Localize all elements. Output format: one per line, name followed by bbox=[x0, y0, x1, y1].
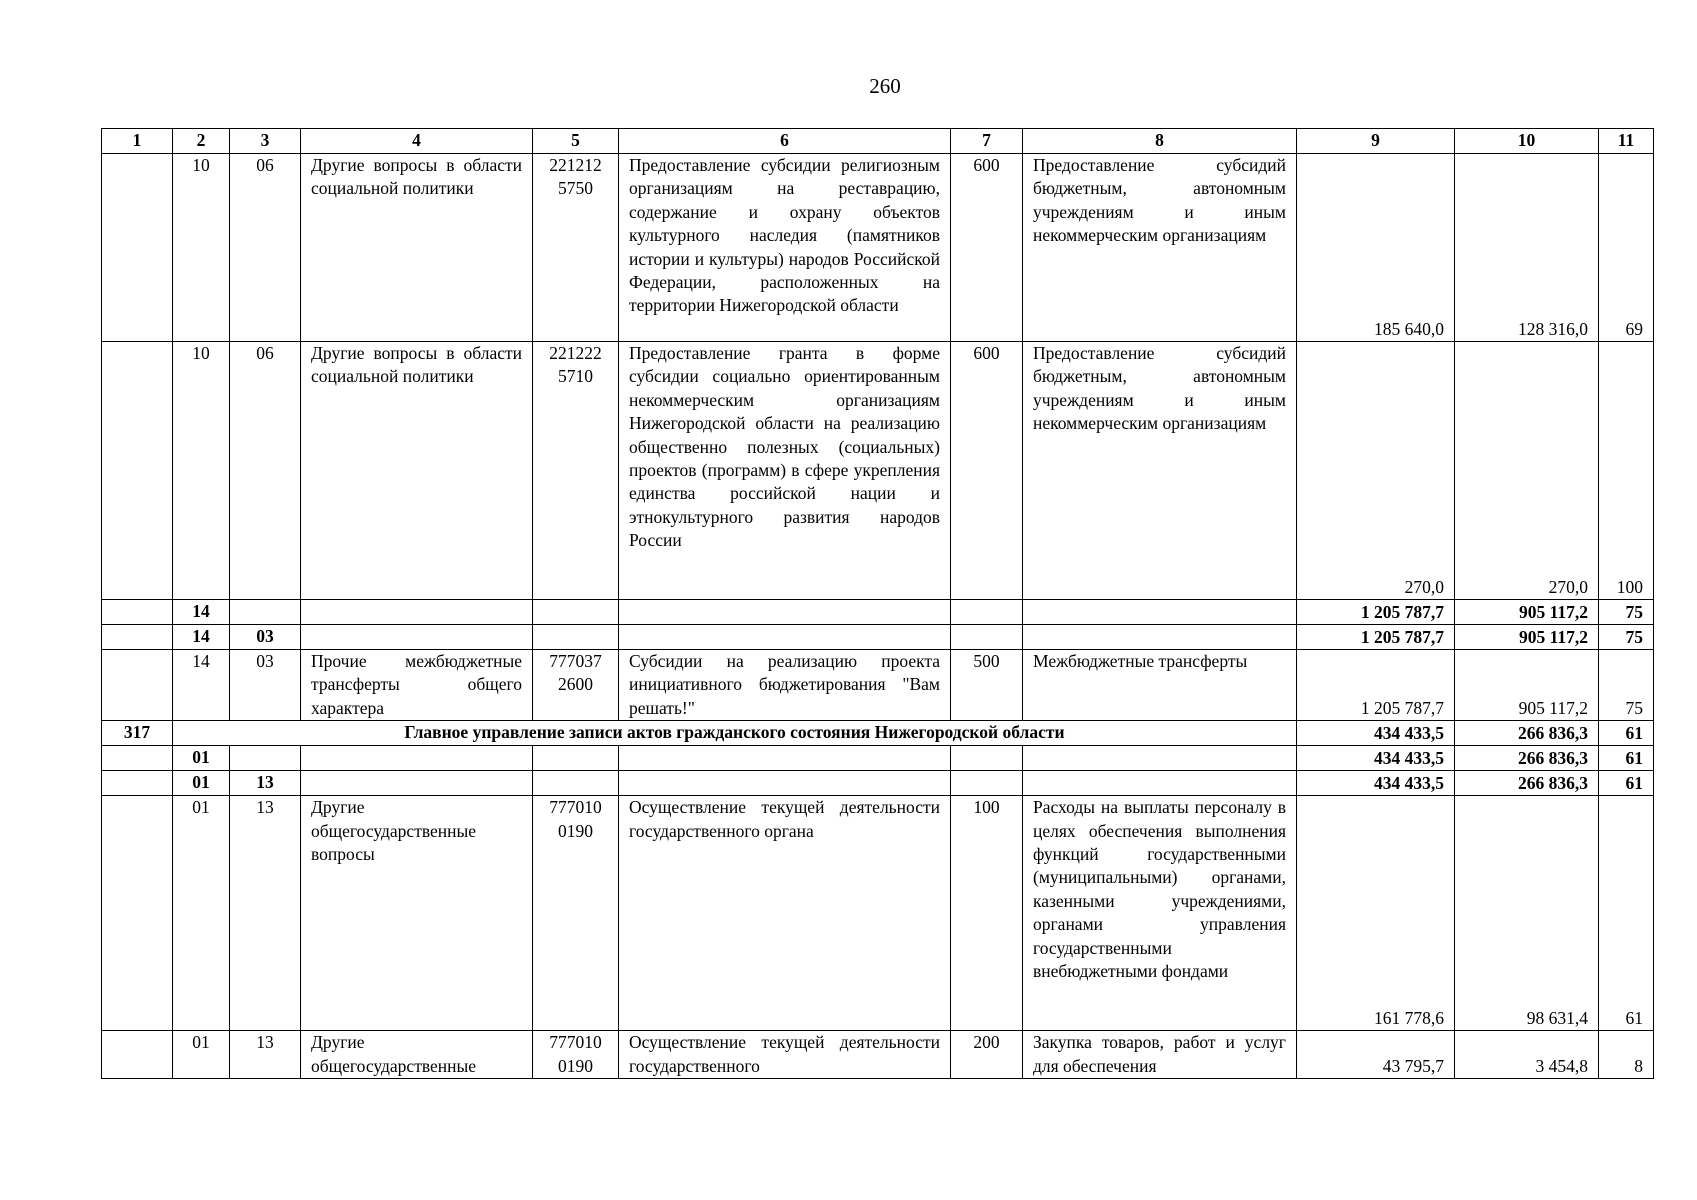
actual-amount-cell: 3 454,8 bbox=[1455, 1031, 1599, 1079]
target-article-part1: 777010 bbox=[549, 1032, 602, 1053]
target-article-part2: 5750 bbox=[558, 178, 593, 199]
expense-type-cell: 200 bbox=[951, 1031, 1023, 1079]
empty-cell bbox=[951, 746, 1023, 771]
section-cell: 01 bbox=[173, 1031, 230, 1079]
empty-cell bbox=[301, 771, 533, 796]
target-article-part2: 5710 bbox=[558, 366, 593, 387]
section-cell: 14 bbox=[173, 650, 230, 721]
target-article-name-cell: Осуществление текущей деятельности государственного органа bbox=[619, 796, 951, 1031]
percent-cell: 61 bbox=[1599, 771, 1654, 796]
table-row bbox=[102, 342, 1654, 600]
empty-cell bbox=[301, 625, 533, 650]
empty-cell bbox=[1023, 771, 1297, 796]
table-row bbox=[102, 650, 1654, 721]
subsection-cell: 13 bbox=[230, 796, 301, 1031]
empty-cell bbox=[619, 746, 951, 771]
plan-amount-cell: 1 205 787,7 bbox=[1297, 650, 1455, 721]
header-cell: 7 bbox=[951, 129, 1023, 154]
plan-amount-cell: 1 205 787,7 bbox=[1297, 625, 1455, 650]
target-article-part2: 2600 bbox=[558, 674, 593, 695]
target-article-cell bbox=[533, 342, 619, 600]
actual-amount-cell: 128 316,0 bbox=[1455, 154, 1599, 342]
empty-cell bbox=[1023, 746, 1297, 771]
agency-code-cell bbox=[102, 650, 173, 721]
target-article-part1: 221222 bbox=[549, 343, 602, 363]
actual-amount-cell: 270,0 bbox=[1455, 342, 1599, 600]
plan-amount-cell: 161 778,6 bbox=[1297, 796, 1455, 1031]
target-article-name-cell: Осуществление текущей деятельности государственного bbox=[619, 1031, 951, 1079]
header-cell: 2 bbox=[173, 129, 230, 154]
expense-type-name-cell: Предоставление субсидий бюджетным, автономным учреждениям и иным некоммерческим организациям bbox=[1023, 342, 1297, 600]
subsection-cell: 03 bbox=[230, 650, 301, 721]
header-cell: 6 bbox=[619, 129, 951, 154]
subsection-name-cell: Другие общегосударственные вопросы bbox=[301, 796, 533, 1031]
expense-type-name-cell: Расходы на выплаты персоналу в целях обеспечения выполнения функций государственными (муниципальными) органами, казенными учреждениями, органами управления государственными внебюджетными фондами bbox=[1023, 796, 1297, 1031]
empty-cell bbox=[301, 600, 533, 625]
expense-type-cell: 500 bbox=[951, 650, 1023, 721]
actual-amount-cell: 905 117,2 bbox=[1455, 650, 1599, 721]
header-cell: 11 bbox=[1599, 129, 1654, 154]
target-article-part1: 777037 bbox=[549, 651, 602, 671]
target-article-part2: 0190 bbox=[558, 1055, 593, 1076]
actual-amount-cell: 266 836,3 bbox=[1455, 746, 1599, 771]
percent-cell: 75 bbox=[1599, 625, 1654, 650]
percent-cell: 75 bbox=[1599, 600, 1654, 625]
plan-amount-cell: 434 433,5 bbox=[1297, 746, 1455, 771]
subsection-name-cell: Другие вопросы в области социальной политики bbox=[301, 342, 533, 600]
agency-code-cell bbox=[102, 771, 173, 796]
table-row bbox=[102, 796, 1654, 1031]
agency-code-cell bbox=[102, 1031, 173, 1079]
header-cell: 10 bbox=[1455, 129, 1599, 154]
expense-type-name-cell: Межбюджетные трансферты bbox=[1023, 650, 1297, 721]
plan-amount-cell: 185 640,0 bbox=[1297, 154, 1455, 342]
table-row bbox=[102, 1031, 1654, 1079]
plan-amount-cell: 434 433,5 bbox=[1297, 771, 1455, 796]
plan-amount-cell: 270,0 bbox=[1297, 342, 1455, 600]
subsection-name-cell: Другие общегосударственные bbox=[301, 1031, 533, 1079]
target-article-part1: 777010 bbox=[549, 797, 602, 818]
empty-cell bbox=[533, 625, 619, 650]
actual-amount-cell: 266 836,3 bbox=[1455, 721, 1599, 746]
percent-cell: 61 bbox=[1599, 796, 1654, 1031]
expense-type-cell: 600 bbox=[951, 342, 1023, 600]
section-total-row bbox=[102, 746, 1654, 771]
percent-cell: 69 bbox=[1599, 154, 1654, 342]
subsection-cell bbox=[230, 600, 301, 625]
percent-cell: 100 bbox=[1599, 342, 1654, 600]
subsection-cell: 13 bbox=[230, 1031, 301, 1079]
empty-cell bbox=[533, 746, 619, 771]
header-cell: 1 bbox=[102, 129, 173, 154]
agency-code-cell: 317 bbox=[102, 721, 173, 746]
section-cell: 01 bbox=[173, 771, 230, 796]
section-cell: 14 bbox=[173, 600, 230, 625]
header-cell: 3 bbox=[230, 129, 301, 154]
subsection-total-row bbox=[102, 625, 1654, 650]
section-cell: 01 bbox=[173, 746, 230, 771]
actual-amount-cell: 905 117,2 bbox=[1455, 600, 1599, 625]
section-cell: 10 bbox=[173, 154, 230, 342]
section-total-row bbox=[102, 600, 1654, 625]
agency-name-cell: Главное управление записи актов гражданского состояния Нижегородской области bbox=[173, 721, 1297, 746]
agency-code-cell bbox=[102, 600, 173, 625]
empty-cell bbox=[619, 625, 951, 650]
plan-amount-cell: 1 205 787,7 bbox=[1297, 600, 1455, 625]
subsection-cell bbox=[230, 746, 301, 771]
subsection-cell: 06 bbox=[230, 342, 301, 600]
subsection-cell: 13 bbox=[230, 771, 301, 796]
header-cell: 8 bbox=[1023, 129, 1297, 154]
header-row bbox=[102, 129, 1654, 154]
table-row bbox=[102, 154, 1654, 342]
actual-amount-cell: 266 836,3 bbox=[1455, 771, 1599, 796]
header-cell: 9 bbox=[1297, 129, 1455, 154]
empty-cell bbox=[951, 600, 1023, 625]
header-cell: 5 bbox=[533, 129, 619, 154]
empty-cell bbox=[533, 771, 619, 796]
section-cell: 14 bbox=[173, 625, 230, 650]
subsection-total-row bbox=[102, 771, 1654, 796]
section-cell: 01 bbox=[173, 796, 230, 1031]
empty-cell bbox=[1023, 600, 1297, 625]
agency-code-cell bbox=[102, 342, 173, 600]
actual-amount-cell: 98 631,4 bbox=[1455, 796, 1599, 1031]
percent-cell: 8 bbox=[1599, 1031, 1654, 1079]
expense-type-name-cell: Закупка товаров, работ и услуг для обеспечения bbox=[1023, 1031, 1297, 1079]
subsection-name-cell: Другие вопросы в области социальной политики bbox=[301, 154, 533, 342]
expense-type-name-cell: Предоставление субсидий бюджетным, автономным учреждениям и иным некоммерческим организациям bbox=[1023, 154, 1297, 342]
budget-table bbox=[101, 128, 1654, 1079]
section-cell: 10 bbox=[173, 342, 230, 600]
target-article-part2: 0190 bbox=[558, 820, 593, 841]
percent-cell: 61 bbox=[1599, 746, 1654, 771]
agency-code-cell bbox=[102, 746, 173, 771]
subsection-cell: 06 bbox=[230, 154, 301, 342]
actual-amount-cell: 905 117,2 bbox=[1455, 625, 1599, 650]
target-article-cell bbox=[533, 1031, 619, 1079]
header-cell: 4 bbox=[301, 129, 533, 154]
target-article-name-cell: Предоставление гранта в форме субсидии социально ориентированным некоммерческим организациям Нижегородской области на реализацию общественно полезных (социальных) проектов (программ) в сфере укрепления единства российской нации и этнокультурного развития народов России bbox=[619, 342, 951, 600]
subsection-name-cell: Прочие межбюджетные трансферты общего характера bbox=[301, 650, 533, 721]
percent-cell: 75 bbox=[1599, 650, 1654, 721]
empty-cell bbox=[619, 771, 951, 796]
empty-cell bbox=[619, 600, 951, 625]
target-article-cell bbox=[533, 650, 619, 721]
agency-code-cell bbox=[102, 154, 173, 342]
agency-code-cell bbox=[102, 625, 173, 650]
target-article-name-cell: Субсидии на реализацию проекта инициативного бюджетирования "Вам решать!" bbox=[619, 650, 951, 721]
percent-cell: 61 bbox=[1599, 721, 1654, 746]
expense-type-cell: 600 bbox=[951, 154, 1023, 342]
target-article-name-cell: Предоставление субсидии религиозным организациям на реставрацию, содержание и охрану объектов культурного наследия (памятников истории и культуры) народов Российской Федерации, расположенных на территории Нижегородской области bbox=[619, 154, 951, 342]
empty-cell bbox=[951, 771, 1023, 796]
empty-cell bbox=[1023, 625, 1297, 650]
empty-cell bbox=[533, 600, 619, 625]
empty-cell bbox=[301, 746, 533, 771]
target-article-cell bbox=[533, 154, 619, 342]
page-number: 260 bbox=[869, 74, 901, 98]
target-article-part1: 221212 bbox=[549, 155, 602, 175]
expense-type-cell: 100 bbox=[951, 796, 1023, 1031]
subsection-cell: 03 bbox=[230, 625, 301, 650]
plan-amount-cell: 43 795,7 bbox=[1297, 1031, 1455, 1079]
plan-amount-cell: 434 433,5 bbox=[1297, 721, 1455, 746]
agency-code-cell bbox=[102, 796, 173, 1031]
empty-cell bbox=[951, 625, 1023, 650]
target-article-cell bbox=[533, 796, 619, 1031]
agency-total-row bbox=[102, 721, 1654, 746]
